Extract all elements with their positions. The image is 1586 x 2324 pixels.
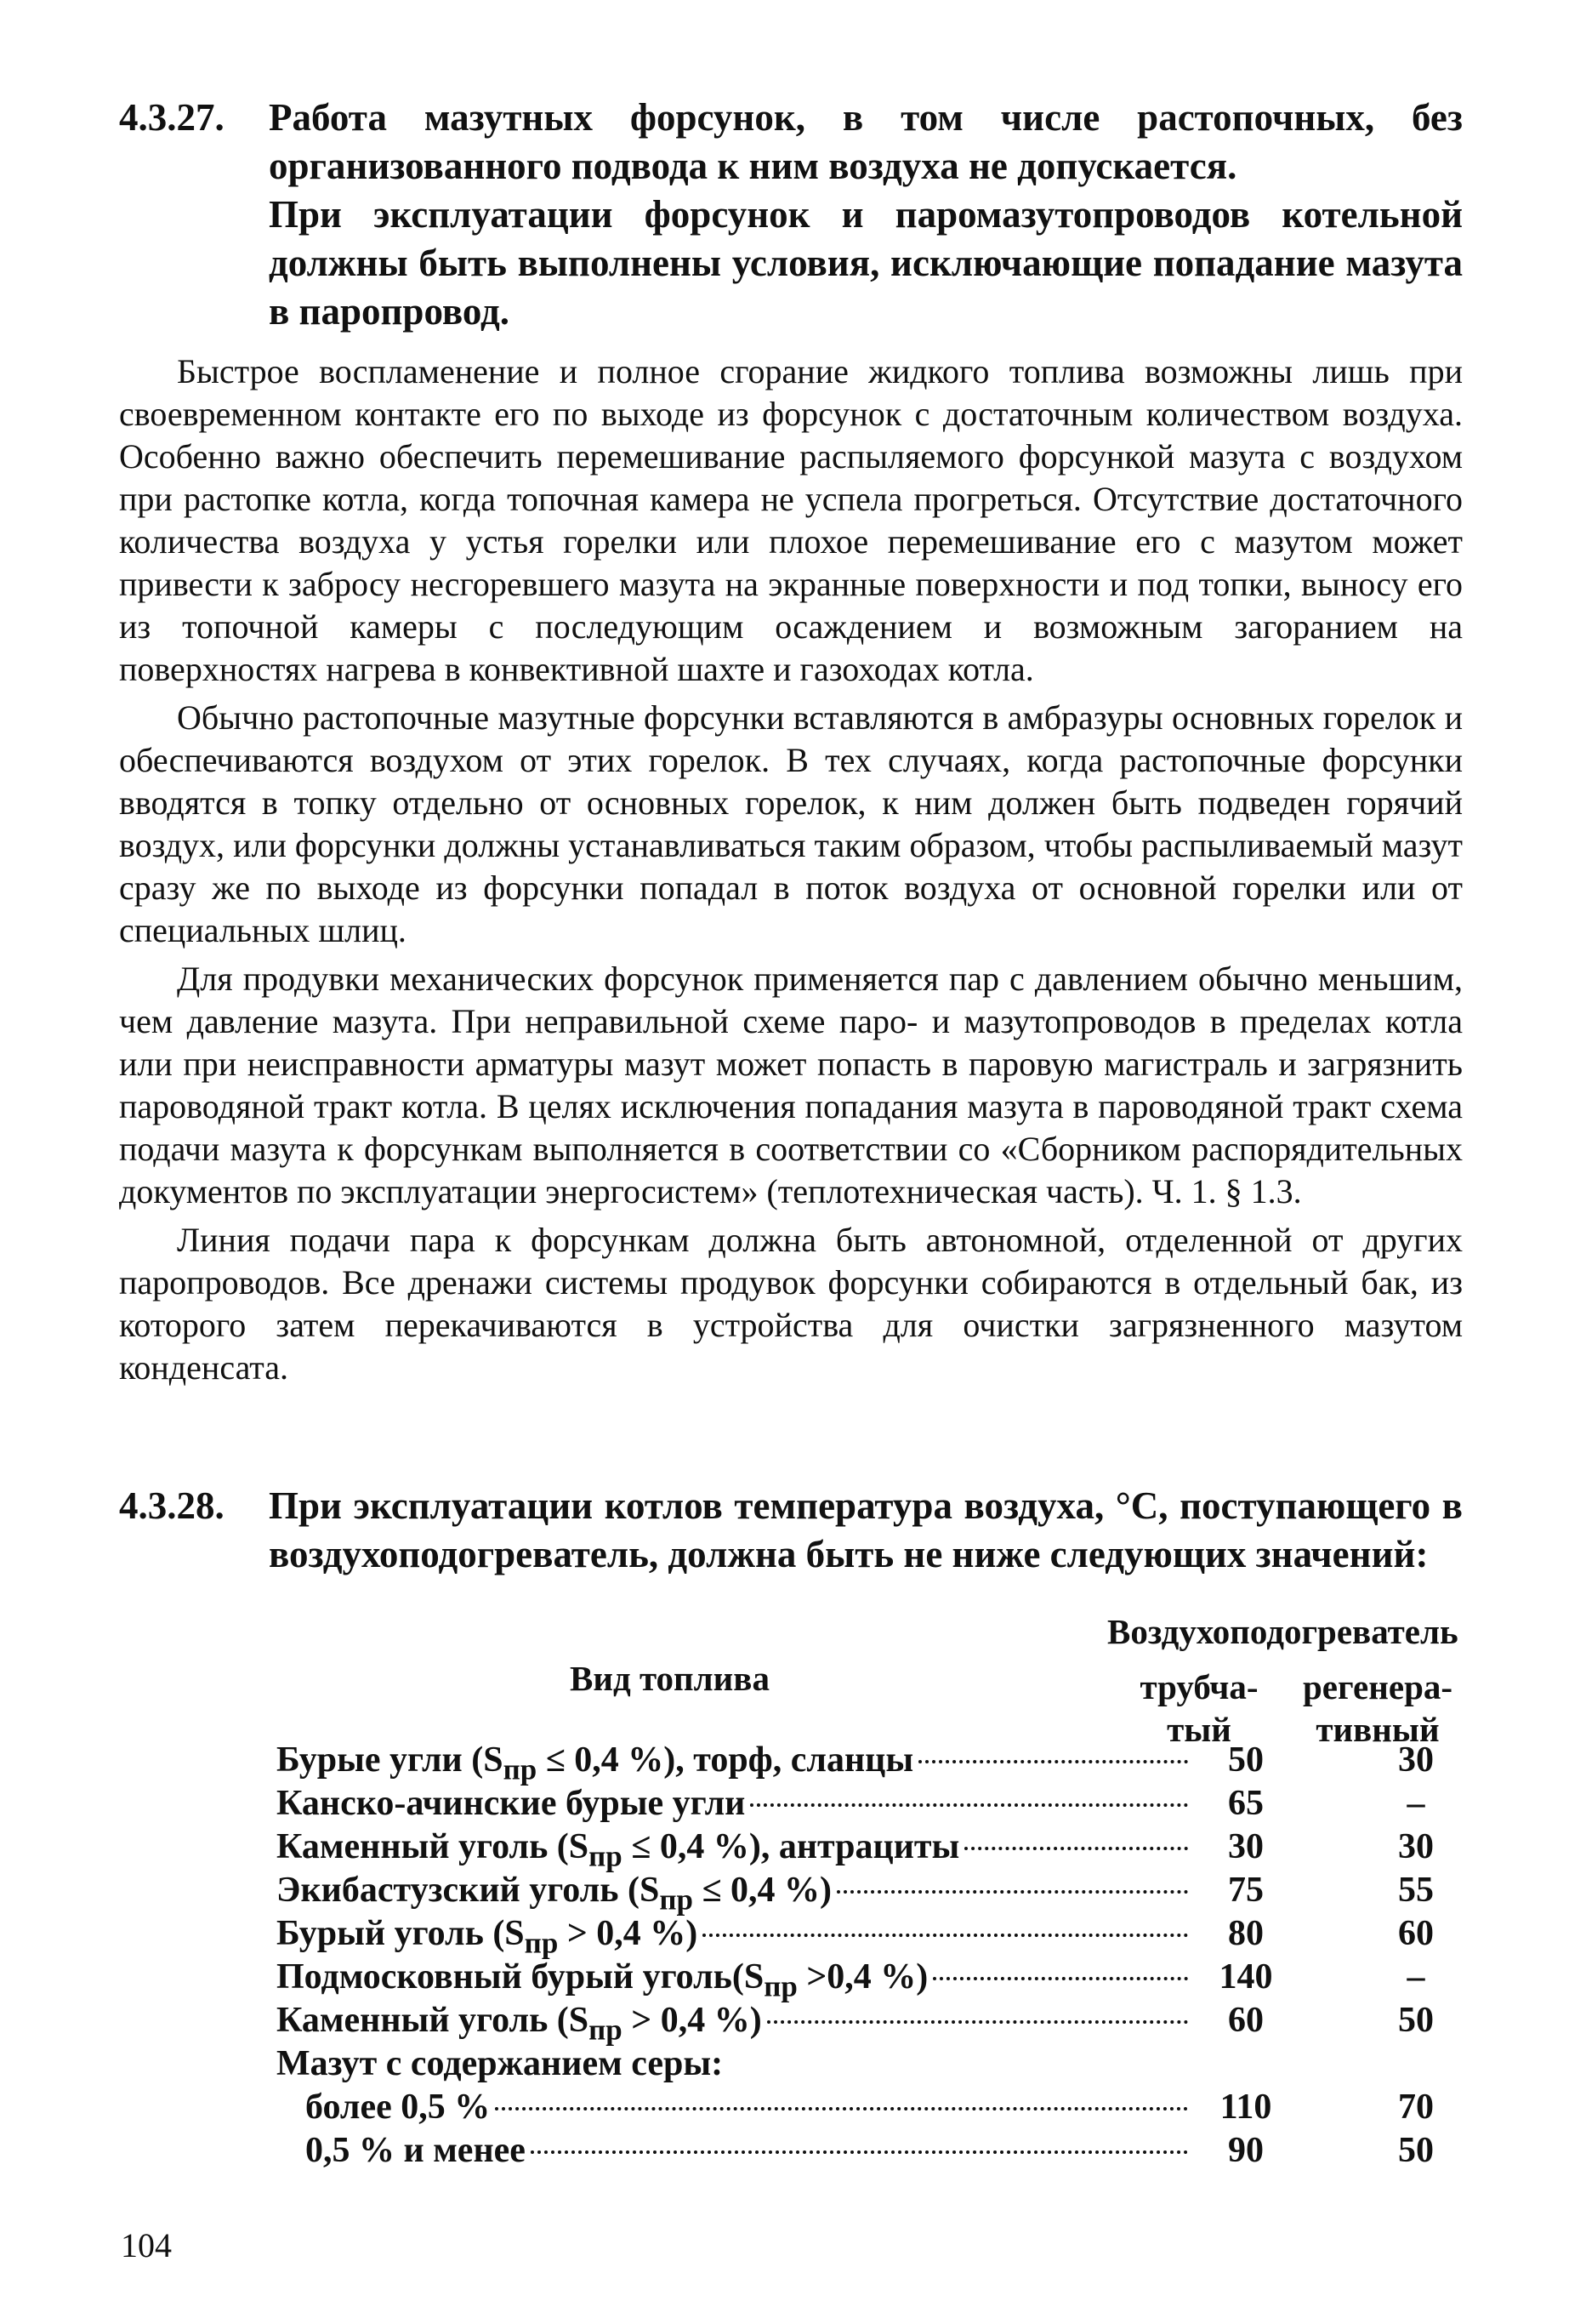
table-header-fuel: Вид топлива: [570, 1659, 770, 1698]
header-line: тый: [1167, 1710, 1231, 1749]
fuel-label: Подмосковный бурый $уголь(S_{пр} >0,4$ %): [276, 1957, 929, 2003]
regenerative-value: 50: [1398, 2131, 1434, 2170]
table-group-row: [276, 2043, 1467, 2087]
regenerative-value: –: [1407, 1957, 1425, 1996]
body-paragraph: Для продувки механических форсунок применяется пар с давлением обычно меньшим, чем давление мазута. При неправильной схеме паро- и мазутопроводов в пределах котла или при неисправности арматуры мазут может попасть в паровую магистраль и загрязнить пароводяной тракт котла. В целях исключения попадания мазута в пароводяной тракт схема подачи мазута к форсункам выполняется в соответствии со «Сборником распорядительных документов по эксплуатации энергосистем» (теплотехническая часть). Ч. 1. § 1.3.: [119, 960, 1463, 1210]
regenerative-value: 55: [1398, 1871, 1434, 1910]
header-line: тивный: [1316, 1710, 1440, 1749]
section-number: 4.3.28.: [119, 1484, 225, 1527]
fuel-label: Канско-ачинские бурые угли: [276, 1784, 746, 1823]
table-row: [276, 1870, 1467, 1917]
tubular-value: 110: [1219, 2088, 1272, 2127]
tubular-value: 140: [1219, 1957, 1273, 1996]
section-body: [269, 94, 1463, 336]
regenerative-value: 30: [1398, 1740, 1434, 1780]
section-4-3-28: [119, 1482, 1463, 1579]
regenerative-value: 70: [1398, 2088, 1434, 2127]
fuel-table: [276, 1740, 1467, 2173]
section-4-3-27: [119, 94, 1463, 336]
section-number: 4.3.27.: [119, 96, 225, 139]
tubular-value: 30: [1228, 1827, 1264, 1866]
table-header-regenerative: [1293, 1666, 1463, 1751]
dot-leader: [933, 1977, 1188, 1980]
dot-leader: [767, 2020, 1188, 2024]
header-line: трубча-: [1140, 1667, 1259, 1706]
table-row: [276, 2087, 1467, 2130]
header-line: регенера-: [1302, 1667, 1453, 1706]
tubular-value: 60: [1228, 2001, 1264, 2040]
dot-leader: [702, 1934, 1188, 1937]
regenerative-value: 50: [1398, 2001, 1434, 2040]
regenerative-value: 60: [1398, 1914, 1434, 1953]
dot-leader: [531, 2150, 1188, 2154]
fuel-label: Каменный уголь ($S_{пр} > 0,4$ %): [276, 2001, 762, 2047]
section-paragraph: При эксплуатации котлов температура воздуха, °С, поступающего в воздухоподогреватель, должна быть не ниже следующих значений:: [269, 1484, 1463, 1575]
table-row: [276, 1740, 1467, 1786]
body-paragraph: Обычно растопочные мазутные форсунки вставляются в амбразуры основных горелок и обеспечиваются воздухом от этих горелок. В тех случаях, когда растопочные форсунки вводятся в топку отдельно от основных горелок, к ним должен быть подведен горячий воздух, или форсунки должны устанавливаться таким образом, чтобы распыливаемый мазут сразу же по выходе из форсунки попадал в поток воздуха от основной горелки или от специальных шлиц.: [119, 698, 1463, 949]
section-paragraph: При эксплуатации форсунок и паромазутопроводов котельной должны быть выполнены условия, исключающие попадание мазута в паропровод.: [269, 193, 1463, 333]
table-header-tubular: [1131, 1666, 1267, 1751]
regenerative-value: 30: [1398, 1827, 1434, 1866]
tubular-value: 75: [1228, 1871, 1264, 1910]
fuel-label: Каменный уголь ($S_{пр} \le 0,4$ %), антрациты: [276, 1827, 960, 1873]
table-row: [276, 1783, 1467, 1826]
fuel-label: Бурые угли ($S_{пр} \le 0,4$ %), торф, сланцы: [276, 1740, 914, 1786]
fuel-label: Экибастузский уголь ($S_{пр} \le 0,4$ %): [276, 1871, 832, 1917]
tubular-value: 90: [1228, 2131, 1264, 2170]
table-row: [276, 1913, 1467, 1960]
table-row: [276, 2000, 1467, 2047]
body-paragraph: Быстрое воспламенение и полное сгорание жидкого топлива возможны лишь при своевременном контакте его по выходе из форсунок с достаточным количеством воздуха. Особенно важно обеспечить перемешивание распыляемого форсункой мазута с воздухом при растопке котла, когда топочная камера не успела прогреться. Отсутствие достаточного количества воздуха у устья горелки или плохое перемешивание его с мазутом может привести к забросу несгоревшего мазута на экранные поверхности и под топки, выносу его из топочной камеры с последующим осаждением и возможным загоранием на поверхностях нагрева в конвективной шахте и газоходах котла.: [119, 352, 1463, 688]
fuel-label: 0,5 % и менее: [305, 2131, 526, 2170]
body-text: [119, 350, 1463, 1395]
fuel-label: более 0,5 %: [305, 2088, 491, 2127]
section-paragraph: Работа мазутных форсунок, в том числе растопочных, без организованного подвода к ним воздуха не допускается.: [269, 96, 1463, 187]
dot-leader: [495, 2107, 1188, 2110]
table-row: [276, 2130, 1467, 2173]
dot-leader: [918, 1760, 1188, 1763]
tubular-value: 50: [1228, 1740, 1264, 1780]
dot-leader: [837, 1890, 1188, 1894]
tubular-value: 80: [1228, 1914, 1264, 1953]
group-label: Мазут с содержанием серы:: [276, 2044, 724, 2083]
regenerative-value: –: [1407, 1784, 1425, 1823]
table-row: [276, 1957, 1467, 2003]
table-group-header: Воздухоподогреватель: [1107, 1612, 1458, 1651]
table-row: [276, 1826, 1467, 1873]
section-body: [269, 1482, 1463, 1579]
tubular-value: 65: [1228, 1784, 1264, 1823]
dot-leader: [964, 1847, 1188, 1850]
body-paragraph: Линия подачи пара к форсункам должна быть автономной, отделенной от других паропроводов. Все дренажи системы продувок форсунки собираются в отдельный бак, из которого затем перекачиваются в устройства для очистки загрязненного мазутом конденсата.: [119, 1221, 1463, 1387]
dot-leader: [750, 1803, 1188, 1807]
page-number: 104: [121, 2226, 172, 2264]
fuel-label: Бурый уголь ($S_{пр} > 0,4$ %): [276, 1914, 698, 1960]
